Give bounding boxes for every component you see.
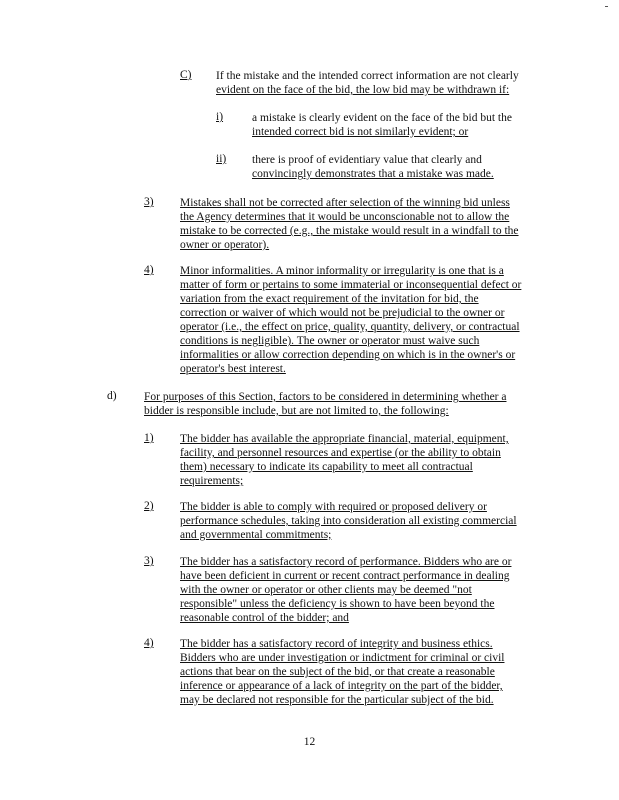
clause-label: 2) xyxy=(144,500,154,512)
scan-speck xyxy=(605,6,608,7)
clause-text: The bidder is able to comply with required or proposed delivery or performance schedules, taking into consideration all existing commercial and governmental commitments; xyxy=(180,501,517,541)
clause-label: i) xyxy=(216,111,224,123)
clause-label: 3) xyxy=(144,196,154,208)
clause-text: The bidder has a satisfactory record of performance. Bidders who are or have been deficient in current or recent contract performance in dealing with the owner or operator or other clients may be deemed "not responsible" unless the deficiency is shown to have been beyond the reasonable control of the bidder; and xyxy=(180,556,512,624)
clause-text: there is proof of evidentiary value that clearly and convincingly demonstrates that a mistake was made. xyxy=(252,154,494,180)
clause-label: d) xyxy=(107,390,117,402)
clause-text: The bidder has available the appropriate financial, material, equipment, facility, and personnel resources and expertise (or the ability to obtain them) necessary to indicate its capability to meet all contractual requirements; xyxy=(180,433,509,487)
clause-text: The bidder has a satisfactory record of integrity and business ethics. Bidders who are under investigation or indictment for criminal or civil actions that bear on the subject of the bid, or that create a reasonable inference or appearance of a lack of integrity on the part of the bidder, may be declared not responsible for the particular subject of the bid. xyxy=(180,638,505,706)
clause-label: 4) xyxy=(144,264,154,276)
clause-label: ii) xyxy=(216,153,227,165)
page-number: 12 xyxy=(303,736,316,748)
clause-text: If the mistake and the intended correct information are not clearly evident on the face of the bid, the low bid may be withdrawn if: xyxy=(216,70,519,96)
clause-text: For purposes of this Section, factors to be considered in determining whether a bidder is responsible include, but are not limited to, the following: xyxy=(144,391,507,417)
clause-label: 3) xyxy=(144,555,154,567)
clause-label: 4) xyxy=(144,637,154,649)
clause-label: C) xyxy=(180,69,192,81)
clause-text: Mistakes shall not be corrected after selection of the winning bid unless the Agency determines that it would be unconscionable not to allow the mistake to be corrected (e.g., the mistake would result in a windfall to the owner or operator). xyxy=(180,197,519,251)
clause-text: Minor informalities. A minor informality or irregularity is one that is a matter of form or pertains to some immaterial or inconsequential defect or variation from the exact requirement of the invitation for bid, the correction or waiver of which would not be prejudicial to the owner or operator (i.e., the effect on price, quality, quantity, delivery, or contractual conditions is negligible). The owner or operator must waive such informalities or allow correction depending on which is in the owner's or operator's best interest. xyxy=(180,265,522,375)
clause-label: 1) xyxy=(144,432,154,444)
clause-text: a mistake is clearly evident on the face of the bid but the intended correct bid is not similarly evident; or xyxy=(252,112,512,138)
